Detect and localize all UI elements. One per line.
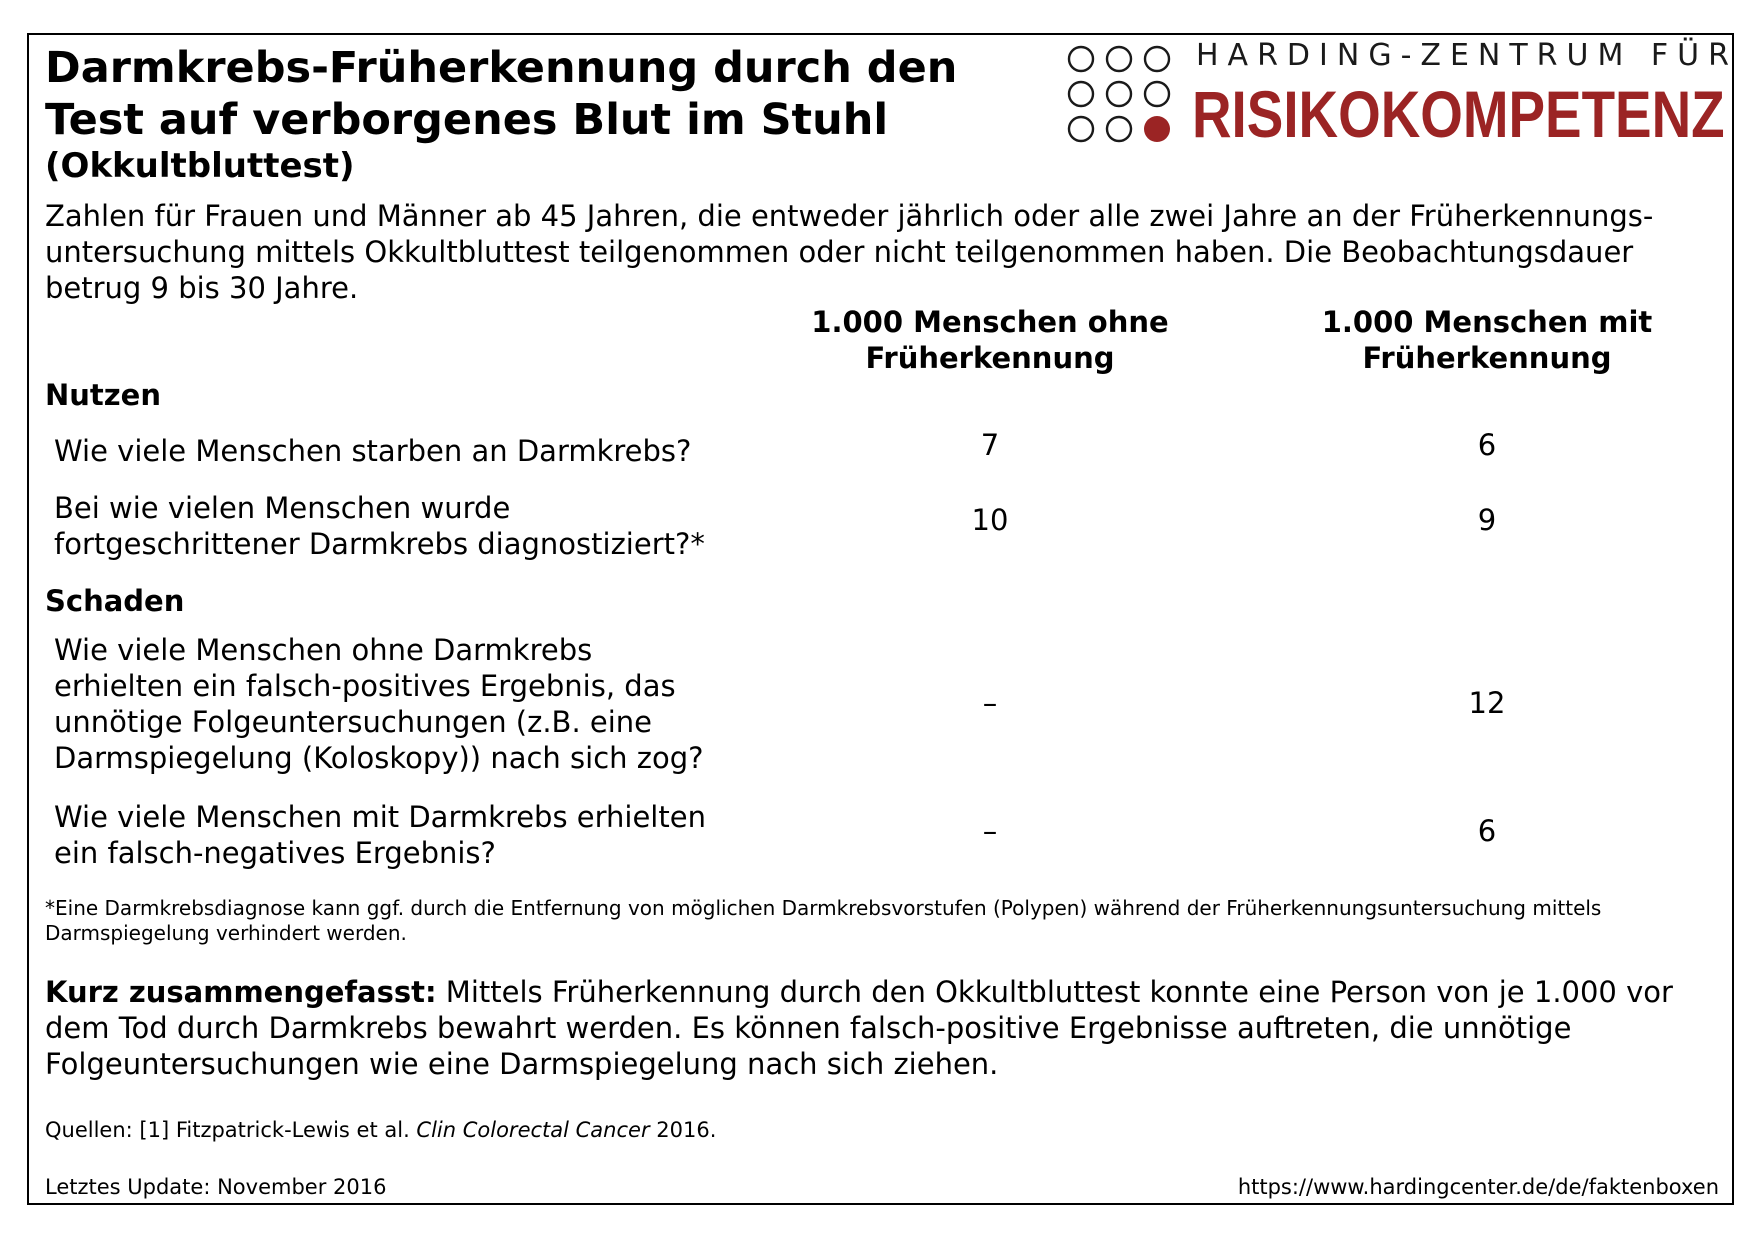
value-advanced-with: 9 — [1477, 503, 1497, 537]
summary-line-2: dem Tod durch Darmkrebs bewahrt werden. Es können falsch-positive Ergebnisse auftreten, die unnötige — [45, 1011, 1572, 1045]
question-false-positive-line-2: erhielten ein falsch-positives Ergebnis, das — [54, 669, 676, 703]
question-deaths — [54, 433, 754, 469]
column-header-with-line-2: Früherkennung — [1362, 341, 1612, 375]
value-false-negative-with: 6 — [1477, 814, 1497, 848]
column-header-with — [1237, 304, 1737, 376]
harding-center-logo — [1064, 38, 1738, 151]
footnote-line-1: *Eine Darmkrebsdiagnose kann ggf. durch die Entfernung von möglichen Darmkrebsvorstufen (Polypen) während der Früherkennungsuntersuchung mittels — [45, 896, 1602, 920]
logo-circles-icon — [1064, 44, 1184, 144]
footnote-line-2: Darmspiegelung verhindert werden. — [45, 921, 407, 945]
question-false-positive — [54, 632, 754, 776]
question-false-negative-line-1: Wie viele Menschen mit Darmkrebs erhielten — [54, 800, 706, 834]
question-advanced-cancer-line-2: fortgeschrittener Darmkrebs diagnostiziert?* — [54, 527, 705, 561]
column-header-without-line-1: 1.000 Menschen ohne — [811, 305, 1169, 339]
footnote — [45, 896, 1725, 946]
section-benefit: Nutzen — [45, 378, 161, 412]
intro-line-1: Zahlen für Frauen und Männer ab 45 Jahren, die entweder jährlich oder alle zwei Jahre an der Früherkennungs- — [45, 199, 1654, 233]
summary — [45, 974, 1725, 1082]
page-subtitle: (Okkultbluttest) — [45, 146, 355, 186]
intro-line-2: untersuchung mittels Okkultbluttest teilgenommen oder nicht teilgenommen haben. Die Beobachtungsdauer — [45, 235, 1634, 269]
value-deaths-with: 6 — [1477, 428, 1497, 462]
question-false-negative-line-2: ein falsch-negatives Ergebnis? — [54, 836, 496, 870]
column-header-with-line-1: 1.000 Menschen mit — [1321, 305, 1653, 339]
question-false-negative — [54, 799, 754, 871]
summary-line-3: Folgeuntersuchungen wie eine Darmspiegelung nach sich ziehen. — [45, 1047, 999, 1081]
section-harm: Schaden — [45, 584, 185, 618]
page-title — [45, 42, 1045, 146]
value-false-positive-with: 12 — [1468, 686, 1506, 720]
intro-text — [45, 198, 1725, 306]
value-deaths-without: 7 — [980, 428, 1000, 462]
title-line-1: Darmkrebs-Früherkennung durch den — [45, 43, 958, 93]
question-deaths-line-1: Wie viele Menschen starben an Darmkrebs? — [54, 434, 692, 468]
sources-journal: Clin Colorectal Cancer — [416, 1118, 650, 1142]
column-header-without — [740, 304, 1240, 376]
question-advanced-cancer-line-1: Bei wie vielen Menschen wurde — [54, 491, 511, 525]
summary-label: Kurz zusammengefasst: — [45, 975, 437, 1009]
value-advanced-without: 10 — [971, 503, 1009, 537]
question-false-positive-line-3: unnötige Folgeuntersuchungen (z.B. eine — [54, 705, 652, 739]
summary-line-1: Mittels Früherkennung durch den Okkultbluttest konnte eine Person von je 1.000 vor — [436, 975, 1673, 1009]
question-advanced-cancer — [54, 490, 754, 562]
sources — [45, 1116, 716, 1144]
question-false-positive-line-4: Darmspiegelung (Koloskopy)) nach sich zog? — [54, 741, 704, 775]
intro-line-3: betrug 9 bis 30 Jahre. — [45, 271, 359, 305]
logo-main-text: RISIKOKOMPETENZ — [1192, 77, 1725, 151]
factbox-url: https://www.hardingcenter.de/de/faktenboxen — [1237, 1175, 1719, 1199]
logo-top-text: HARDING-ZENTRUM FÜR — [1196, 38, 1738, 73]
question-false-positive-line-1: Wie viele Menschen ohne Darmkrebs — [54, 633, 593, 667]
sources-year: 2016. — [649, 1118, 717, 1142]
column-header-without-line-2: Früherkennung — [865, 341, 1115, 375]
last-updated: Letztes Update: November 2016 — [45, 1175, 387, 1199]
value-false-positive-without: – — [982, 686, 998, 720]
title-line-2: Test auf verborgenes Blut im Stuhl — [45, 95, 889, 145]
sources-prefix: Quellen: [1] Fitzpatrick-Lewis et al. — [45, 1118, 417, 1142]
value-false-negative-without: – — [982, 814, 998, 848]
